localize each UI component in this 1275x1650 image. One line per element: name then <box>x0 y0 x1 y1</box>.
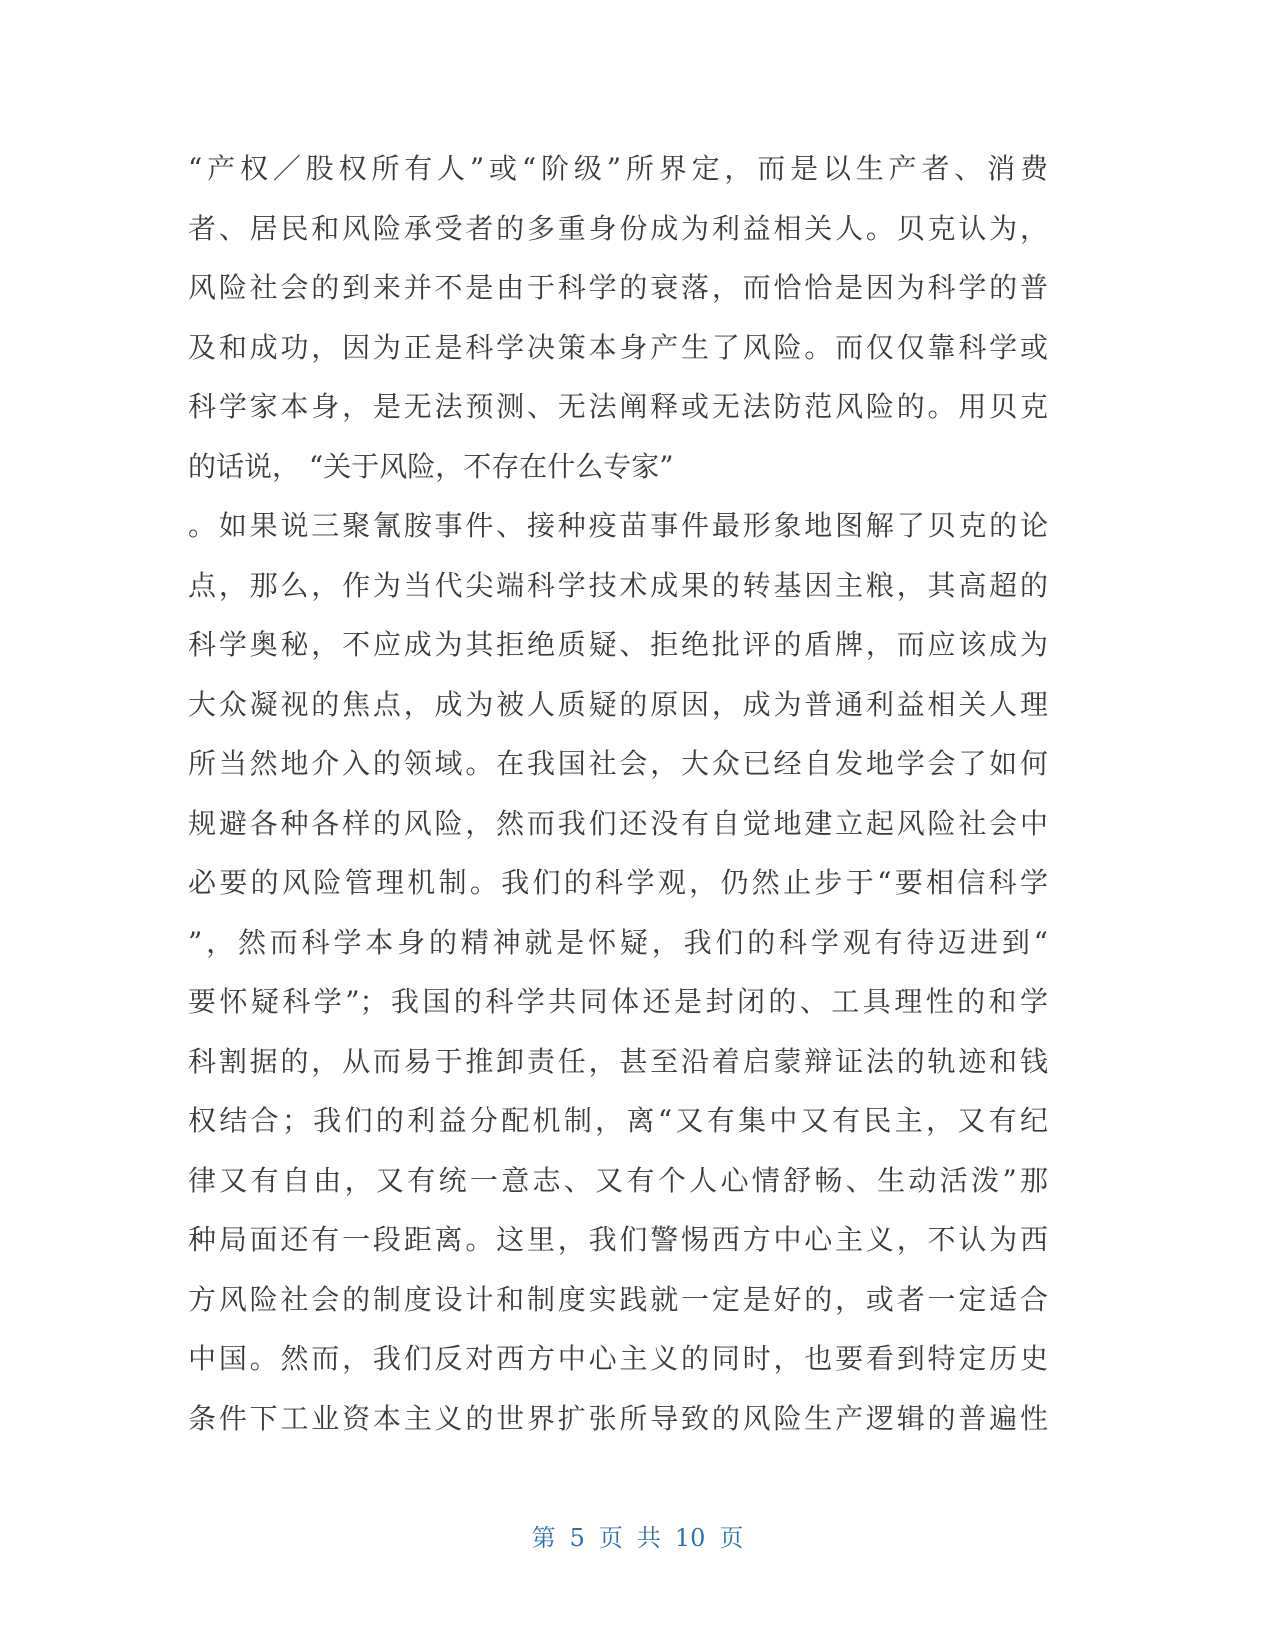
page-footer <box>0 1523 1275 1553</box>
text-line: 律又有自由，又有统一意志、又有个人心情舒畅、生动活泼”那 <box>188 1163 1048 1197</box>
text-line: 风险社会的到来并不是由于科学的衰落，而恰恰是因为科学的普 <box>188 271 1048 304</box>
text-line: ”，然而科学本身的精神就是怀疑，我们的科学观有待迈进到“ <box>188 925 1048 959</box>
text-line: 必要的风险管理机制。我们的科学观，仍然止步于“要相信科学 <box>188 866 1048 899</box>
text-line: 科学家本身，是无法预测、无法阐释或无法防范风险的。用贝克 <box>188 390 1048 423</box>
text-line: 所当然地介入的领域。在我国社会，大众已经自发地学会了如何 <box>188 747 1048 780</box>
text-line: 科学奥秘，不应成为其拒绝质疑、拒绝批评的盾牌，而应该成为 <box>188 628 1048 661</box>
text-line: 科割据的，从而易于推卸责任，甚至沿着启蒙辩证法的轨迹和钱 <box>188 1044 1048 1078</box>
text-line: 条件下工业资本主义的世界扩张所导致的风险生产逻辑的普遍性 <box>188 1401 1048 1435</box>
text-line: 的话说， “关于风险，不存在什么专家” <box>188 449 674 483</box>
footer-prefix: 第 <box>531 1524 556 1552</box>
text-line: 点，那么，作为当代尖端科学技术成果的转基因主粮，其高超的 <box>188 568 1048 602</box>
body-text <box>188 139 1048 1448</box>
text-line: 。如果说三聚氰胺事件、接种疫苗事件最形象地图解了贝克的论 <box>188 509 1048 542</box>
text-line: 权结合；我们的利益分配机制，离“又有集中又有民主，又有纪 <box>188 1104 1048 1137</box>
total-pages-number: 10 <box>674 1524 706 1552</box>
text-line: 及和成功，因为正是科学决策本身产生了风险。而仅仅靠科学或 <box>188 330 1048 364</box>
text-line: 要怀疑科学”；我国的科学共同体还是封闭的、工具理性的和学 <box>188 985 1048 1018</box>
text-line: “产权／股权所有人”或“阶级”所界定，而是以生产者、消费 <box>188 152 1048 185</box>
text-line: 中国。然而，我们反对西方中心主义的同时，也要看到特定历史 <box>188 1342 1048 1375</box>
footer-page-word: 页 <box>598 1524 623 1552</box>
text-line: 者、居民和风险承受者的多重身份成为利益相关人。贝克认为， <box>188 211 1048 245</box>
text-line: 规避各种各样的风险，然而我们还没有自觉地建立起风险社会中 <box>188 806 1048 840</box>
text-line: 方风险社会的制度设计和制度实践就一定是好的，或者一定适合 <box>188 1282 1048 1316</box>
footer-suffix: 页 <box>719 1524 744 1552</box>
current-page-number: 5 <box>569 1524 585 1552</box>
text-line: 种局面还有一段距离。这里，我们警惕西方中心主义，不认为西 <box>188 1223 1048 1256</box>
footer-total-word: 共 <box>636 1524 661 1552</box>
text-line: 大众凝视的焦点，成为被人质疑的原因，成为普通利益相关人理 <box>188 687 1048 721</box>
